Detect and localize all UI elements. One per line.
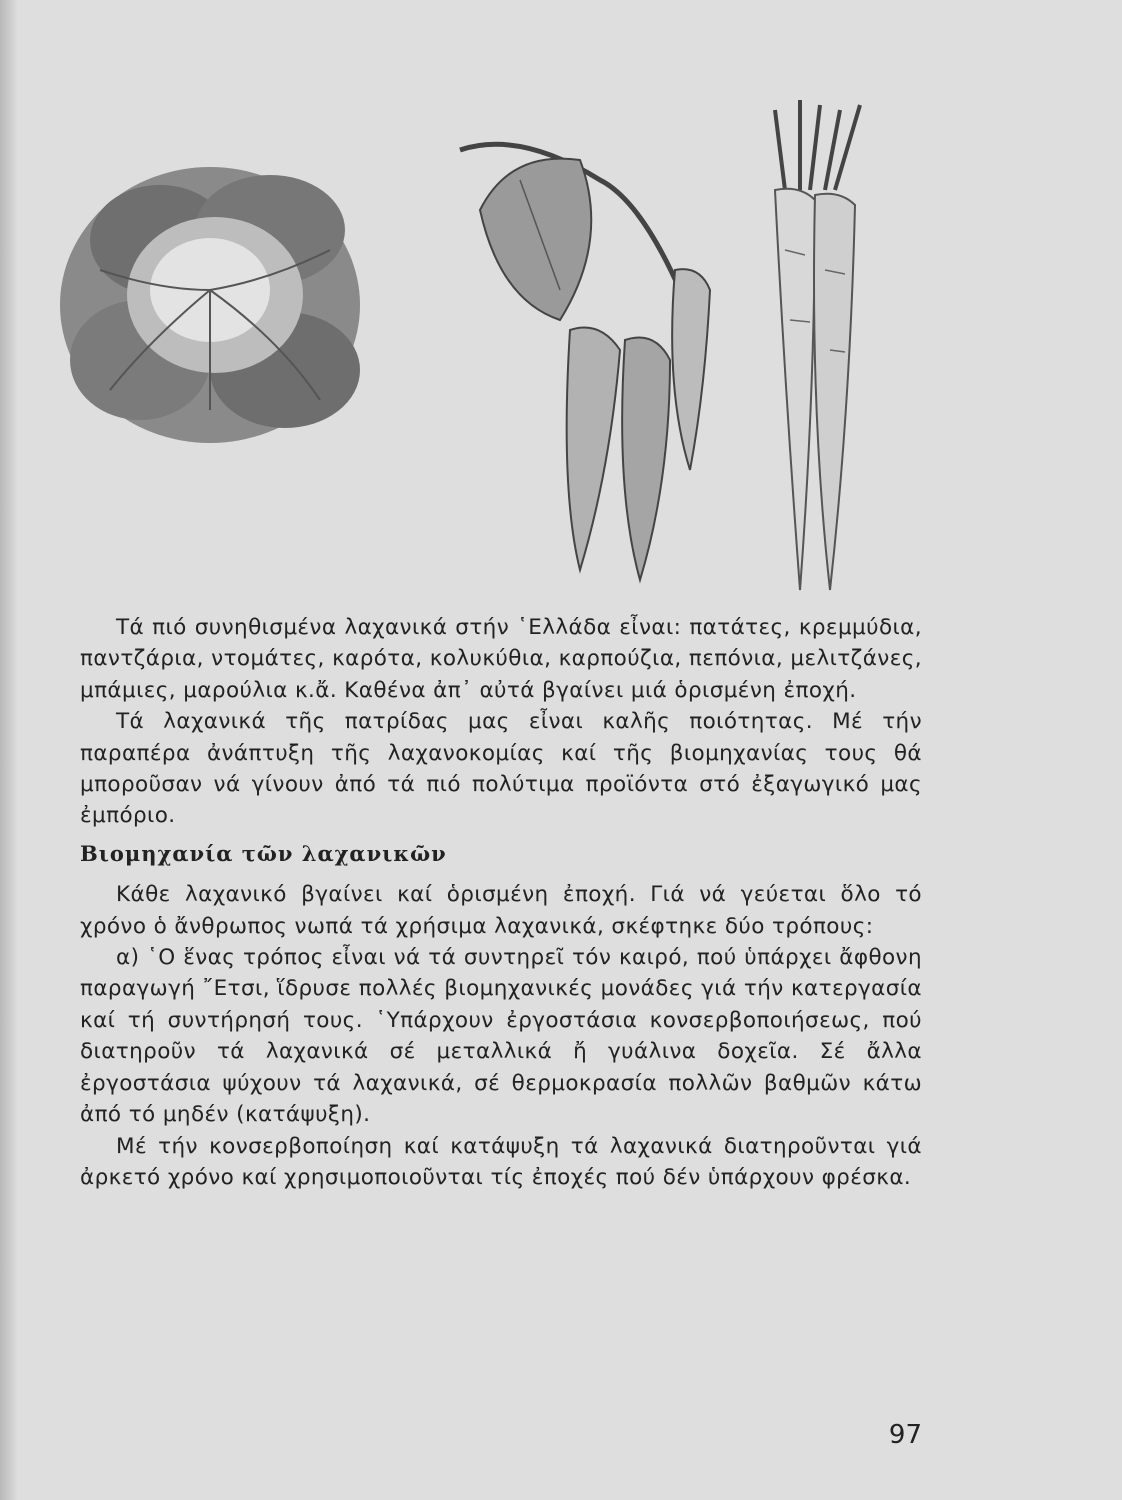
paragraph-common-vegetables: Τά πιό συνηθισμένα λαχανικά στήν ῾Ελλάδα εἶναι: πατάτες, κρεμμύδια, παντζάρια, ντομάτες, καρότα, κολυκύθια, καρπούζια, πεπόνια, μελιτζάνες, μπάμιες, μαρούλια κ.ἄ. Καθένα ἀπ᾿ αὐτά βγαίνει μιά ὁρισμένη ἐποχή. [80, 615, 922, 703]
cabbage-illustration [60, 167, 360, 443]
paragraph-canning-freezing: Μέ τήν κονσερβοποίηση καί κατάψυξη τά λαχανικά διατηροῦνται γιά ἀρκετό χρόνο καί χρησιμοποιοῦνται τίς ἐποχές πού δέν ὑπάρχουν φρέσκα. [80, 1133, 922, 1190]
paragraph-vegetable-quality: Τά λαχανικά τῆς πατρίδας μας εἶναι καλῆς ποιότητας. Μέ τήν παραπέρα ἀνάπτυξη τῆς λαχανοκομίας καί τῆς βιομηχανίας τους θά μποροῦσαν νά γίνουν ἀπό τά πιό πολύτιμα προϊόντα στό ἐξαγωγικό μας ἐμπόριο. [80, 709, 922, 829]
peppers-illustration [460, 144, 710, 580]
body-text [80, 612, 922, 1193]
page-number: 97 [888, 1420, 922, 1450]
page-gutter [0, 0, 18, 1500]
paragraph-seasons: Κάθε λαχανικό βγαίνει καί ὁρισμένη ἐποχή. Γιά νά γεύεται ὅλο τό χρόνο ὁ ἄνθρωπος νωπά τά χρήσιμα λαχανικά, σκέφτηκε δύο τρόπους: [80, 882, 922, 939]
paragraph-preservation: α) ῾Ο ἕνας τρόπος εἶναι νά τά συντηρεῖ τόν καιρό, πού ὑπάρχει ἄφθονη παραγωγή ῎Ετσι, ἵδρυσε πολλές βιομηχανικές μονάδες γιά τήν κατεργασία καί τή συντήρησή τους. ῾Υπάρχουν ἐργοστάσια κονσερβοποιήσεως, πού διατηροῦν τά λαχανικά σέ μεταλλικά ἤ γυάλινα δοχεῖα. Σέ ἄλλα ἐργοστάσια ψύχουν τά λαχανικά, σέ θερμοκρασία πολλῶν βαθμῶν κάτω ἀπό τό μηδέν (κατάψυξη). [80, 945, 922, 1128]
vegetables-illustration [40, 90, 940, 610]
section-heading: Βιομηχανία τῶν λαχανικῶν [80, 840, 447, 866]
carrots-illustration [775, 100, 860, 590]
